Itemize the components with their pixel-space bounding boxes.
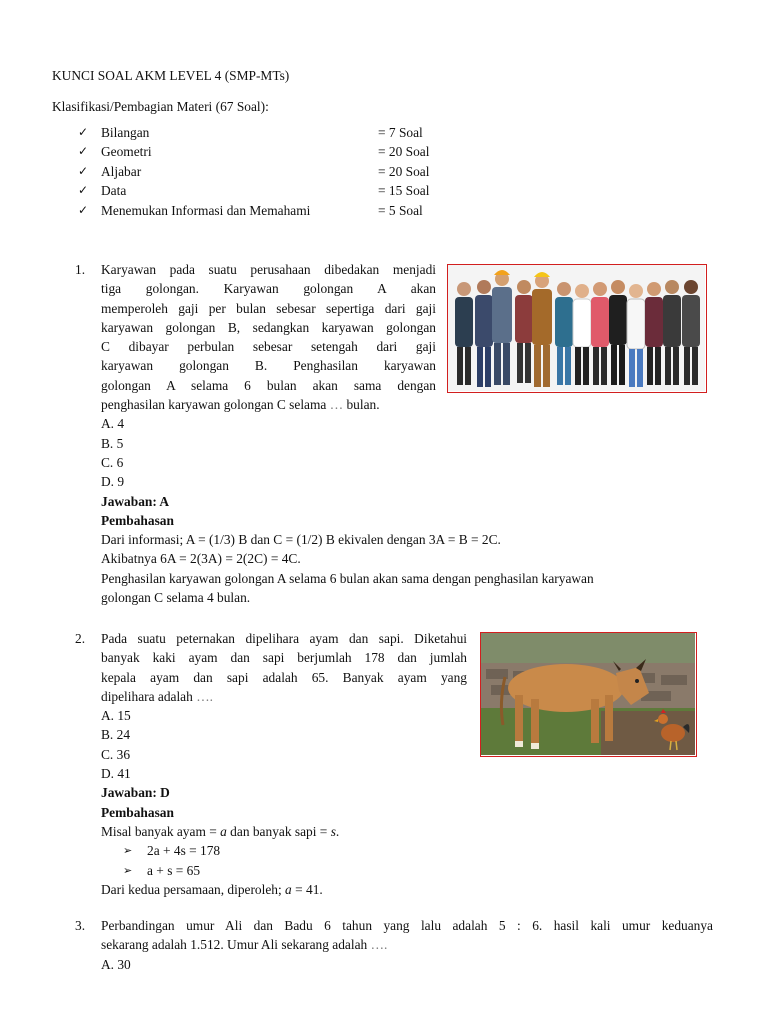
category-name: Geometri (101, 144, 152, 160)
equation-item (101, 841, 467, 860)
question-line: Perbandingan umur Ali dan Badu 6 tahun yang lalu adalah 5 : 6. hasil kali umur keduanya (101, 918, 713, 933)
option-c: C. 6 (101, 454, 124, 470)
category-row (78, 181, 478, 200)
checkmark-icon: ✓ (78, 125, 89, 139)
question-line: dipelihara adalah …. (101, 688, 213, 704)
discussion-line: Dari kedua persamaan, diperoleh; a = 41. (101, 881, 323, 897)
question-line: C dibayar perbulan sebesar setengah dari gaji (101, 339, 436, 355)
question-line: tiga golongan. Karyawan golongan A akan (101, 281, 436, 297)
discussion-line: Penghasilan karyawan golongan A selama 6 bulan akan sama dengan penghasilan karyawan (101, 570, 594, 586)
category-count: = 20 Soal (378, 163, 430, 179)
checkmark-icon: ✓ (78, 202, 89, 217)
discussion-line: Akibatnya 6A = 2(3A) = 2(2C) = 4C. (101, 551, 301, 567)
category-count: = 7 Soal (378, 125, 423, 140)
blank-dots: …. (196, 688, 213, 704)
discussion-line: Misal banyak ayam = a dan banyak sapi = s. (101, 823, 340, 839)
discussion-label: Pembahasan (101, 512, 174, 528)
question-line: golongan A selama 6 bulan akan sama dengan (101, 377, 436, 393)
question-number: 1. (75, 262, 86, 277)
question-line: Pada suatu peternakan dipelihara ayam dan sapi. Diketahui (101, 631, 467, 646)
workers-photo (447, 264, 707, 393)
option-b: B. 24 (101, 727, 131, 743)
option-d: D. 41 (101, 766, 131, 782)
answer-key: Jawaban: A (101, 493, 170, 509)
arrow-bullet-icon: ➢ (123, 863, 133, 877)
category-row (78, 162, 478, 181)
material-classification-heading: Klasifikasi/Pembagian Materi (67 Soal): (52, 99, 269, 114)
category-row (78, 201, 478, 220)
question-number: 3. (75, 918, 86, 933)
category-count: = 15 Soal (378, 183, 430, 199)
option-b: B. 5 (101, 435, 124, 451)
category-list (78, 123, 478, 220)
question-line: banyak kaki ayam dan sapi berjumlah 178 dan jumlah (101, 650, 467, 666)
answer-key: Jawaban: D (101, 785, 170, 801)
cow-chicken-photo (480, 632, 697, 757)
blank-dots: … (329, 397, 344, 413)
checkmark-icon: ✓ (78, 163, 89, 178)
equation-item (101, 861, 467, 880)
category-row (78, 142, 478, 161)
question-line: penghasilan karyawan golongan C selama … bulan. (101, 397, 380, 413)
equation: a + s = 65 (147, 862, 201, 878)
checkmark-icon: ✓ (78, 144, 89, 159)
question-line: karyawan golongan B, sedangkan karyawan golongan (101, 319, 436, 335)
question-line: memperoleh gaji per bulan sebesar sepertiga dari gaji (101, 300, 436, 316)
question-3-text (101, 916, 713, 974)
category-name: Data (101, 183, 127, 199)
question-number: 2. (75, 631, 86, 646)
category-row (78, 123, 478, 142)
cow-chicken-illustration (481, 633, 695, 755)
category-count: = 20 Soal (378, 144, 430, 160)
option-a: A. 15 (101, 708, 131, 724)
blank-dots: …. (370, 937, 388, 953)
question-line: Karyawan pada suatu perusahaan dibedakan menjadi (101, 262, 436, 277)
option-d: D. 9 (101, 474, 125, 490)
category-name: Aljabar (101, 163, 142, 179)
discussion-label: Pembahasan (101, 804, 174, 820)
question-line: karyawan golongan B. Penghasilan karyawan (101, 358, 436, 374)
category-count: = 5 Soal (378, 202, 423, 218)
document-title: KUNCI SOAL AKM LEVEL 4 (SMP-MTs) (52, 68, 290, 83)
option-a: A. 4 (101, 416, 125, 432)
question-1-text (101, 260, 594, 607)
discussion-line: Dari informasi; A = (1/3) B dan C = (1/2) B ekivalen dengan 3A = B = 2C. (101, 532, 501, 548)
category-name: Menemukan Informasi dan Memahami (101, 202, 311, 218)
question-line: kepala ayam dan sapi adalah 65. Banyak ayam yang (101, 669, 467, 685)
option-c: C. 36 (101, 746, 131, 762)
category-name: Bilangan (101, 125, 150, 140)
question-2-text (101, 629, 467, 899)
question-line: sekarang adalah 1.512. Umur Ali sekarang adalah …. (101, 937, 388, 953)
workers-illustration (448, 265, 705, 391)
arrow-bullet-icon: ➢ (123, 844, 133, 858)
discussion-line: golongan C selama 4 bulan. (101, 590, 251, 606)
checkmark-icon: ✓ (78, 183, 89, 198)
option-a: A. 30 (101, 956, 131, 972)
equation: 2a + 4s = 178 (147, 843, 221, 859)
